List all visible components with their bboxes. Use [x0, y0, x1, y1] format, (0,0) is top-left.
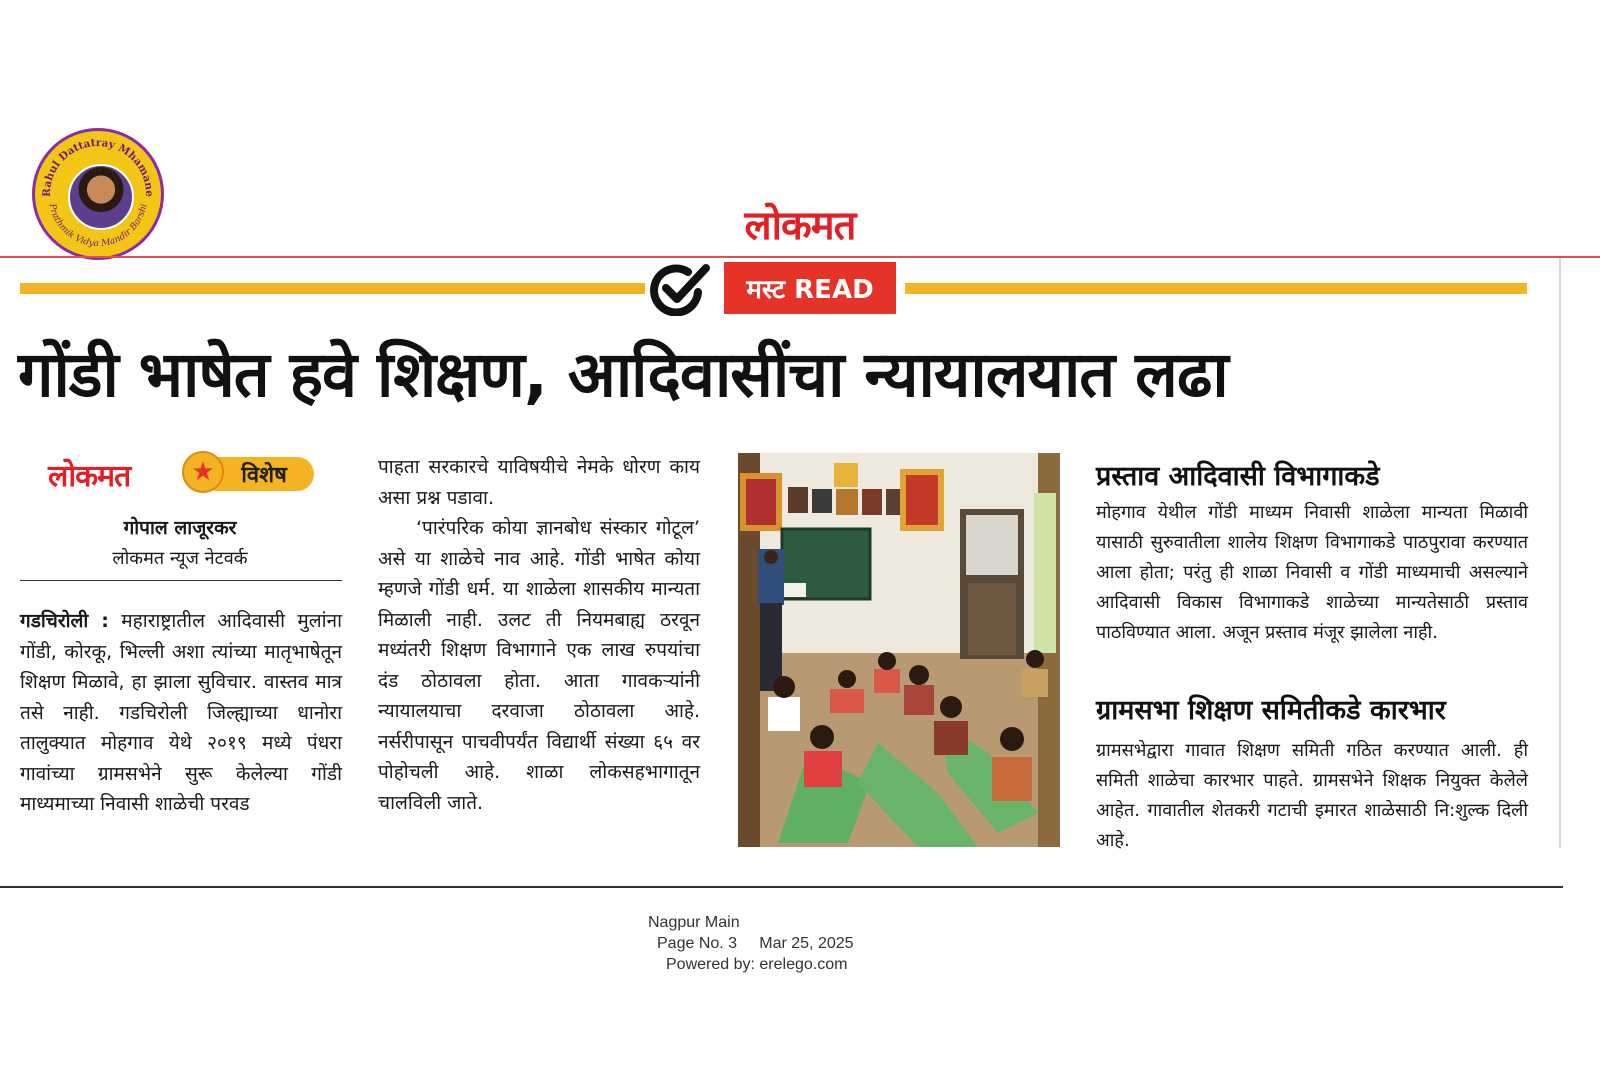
- footer-powered-by: Powered by: erelego.com: [666, 956, 848, 973]
- byline-brand: लोकमत: [48, 459, 131, 494]
- dateline: गडचिरोली :: [20, 610, 109, 632]
- newspaper-masthead: लोकमत: [744, 203, 856, 249]
- check-circle-icon: [648, 262, 718, 316]
- news-network: लोकमत न्यूज नेटवर्क: [112, 548, 248, 569]
- footer-edition: Nagpur Main: [648, 914, 740, 931]
- classroom-photo: [738, 453, 1060, 847]
- badge-school: Prathmik Vidya Mandir Barshi: [46, 202, 150, 250]
- article-column-2: [378, 452, 700, 818]
- byline-tag: विशेष: [214, 457, 314, 491]
- page-edge-rule: [1559, 258, 1561, 848]
- banner-bar-left: [20, 283, 645, 294]
- column-2-paragraph-1: पाहता सरकारचे याविषयीचे नेमके धोरण काय असा प्रश्न पडावा.: [378, 456, 700, 509]
- section-text-committee: ग्रामसभेद्वारा गावात शिक्षण समिती गठित करण्यात आली. ही समिती शाळेचा कारभार पाहते. ग्रामसभेने शिक्षक नियुक्त केलेले आहेत. गावातील शेतकरी गटाची इमारत शाळेसाठी नि:शुल्क दिली आहे.: [1096, 740, 1528, 851]
- section-heading-proposal: प्रस्ताव आदिवासी विभागाकडे: [1096, 461, 1380, 492]
- masthead-divider: [0, 256, 1600, 258]
- article-headline: गोंडी भाषेत हवे शिक्षण, आदिवासींचा न्यायालयात लढा: [18, 338, 1228, 411]
- star-icon: ★: [182, 451, 224, 493]
- byline-divider: [20, 580, 342, 581]
- banner-bar-right: [905, 283, 1527, 294]
- article-column-1: [20, 606, 342, 820]
- column-2-paragraph-2: ‘पारंपरिक कोया ज्ञानबोध संस्कार गोटूल’ असे या शाळेचे नाव आहे. गोंडी भाषेत कोया म्हणजे गोंडी धर्म. या शाळेला शासकीय मान्यता मिळाली नाही. उलट ती नियमबाह्य ठरवून मध्यंतरी शिक्षण विभागाने एक लाख रुपयांचा दंड ठोठावला होता. आता गावकऱ्यांनी न्यायालयाचा दरवाजा ठोठावला आहे. नर्सरीपासून पाचवीपर्यंत विद्यार्थी संख्या ६५ वर पोहोचली आहे. शाळा लोकसहभागातून चालविली जाते.: [378, 517, 700, 814]
- section-heading-committee: ग्रामसभा शिक्षण समितीकडे कारभार: [1096, 695, 1446, 726]
- author-name: गोपाल लाजूरकर: [123, 517, 237, 539]
- article-bottom-rule: [0, 886, 1563, 888]
- must-read-label: मस्ट READ: [724, 262, 896, 314]
- section-text-proposal: मोहगाव येथील गोंडी माध्यम निवासी शाळेला मान्यता मिळावी यासाठी सुरुवातीला शालेय शिक्षण विभागाकडे पाठपुरावा करण्यात आला होता; परंतु ही शाळा निवासी व गोंडी माध्यमाची असल्याने आदिवासी विकास विभागाकडे शाळेच्या मान्यतेसाठी प्रस्ताव पाठविण्यात आला. अजून प्रस्ताव मंजूर झालेला नाही.: [1096, 502, 1528, 643]
- page-footer: [560, 912, 1040, 975]
- footer-page-date: Page No. 3 Mar 25, 2025: [657, 935, 854, 952]
- badge-name: Rahul Dattatray Mhamane: [40, 136, 156, 198]
- column-1-text: महाराष्ट्रातील आदिवासी मुलांना गोंडी, कोरकू, भिल्ली अशा त्यांच्या मातृभाषेतून शिक्षण मिळावे, हा झाला सुविचार. वास्तव मात्र तसे नाही. गडचिरोली जिल्ह्याच्या धानोरा तालुक्यात मोहगाव येथे २०१९ मध्ये पंधरा गावांच्या ग्रामसभेने सुरू केलेल्या गोंडी माध्यमाच्या निवासी शाळेची परवड: [20, 610, 343, 815]
